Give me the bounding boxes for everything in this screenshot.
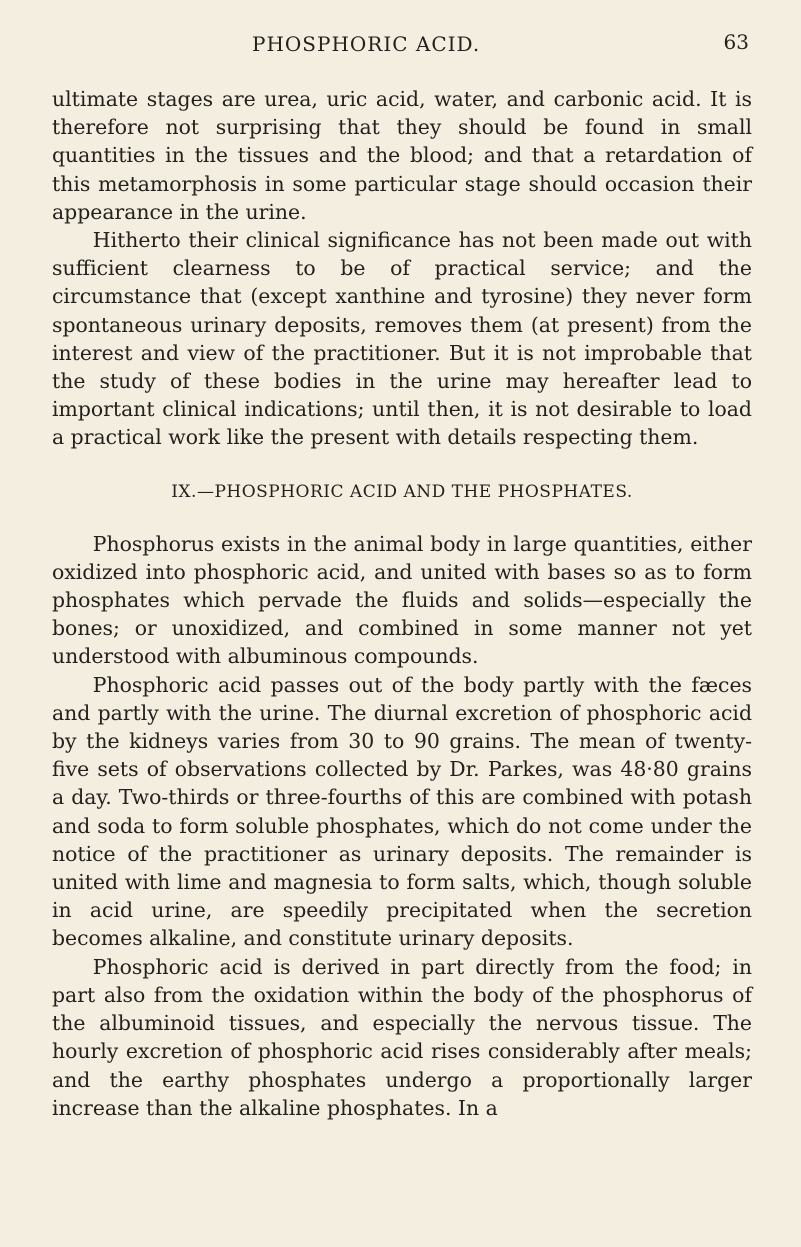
running-title: PHOSPHORIC ACID. (252, 32, 481, 56)
paragraph: Phosphorus exists in the animal body in large quantities, either oxidized into phosphoric acid, and united with bases so as to form phosphates which pervade the fluids and solids—especially the bones; or unoxidized, and combined in some manner not yet understood with albuminous compounds. (52, 531, 752, 669)
paragraph: Phosphoric acid is derived in part directly from the food; in part also from the oxidation within the body of the phosphorus of the albuminoid tissues, and especially the nervous tissue. The hourly excretion of phosphoric acid rises considerably after meals; and the earthy phosphates undergo a proportionally larger increase than the alkaline phosphates. In a (52, 954, 752, 1120)
paragraph: Phosphoric acid passes out of the body partly with the fæces and partly with the urine. The diurnal excretion of phosphoric acid by the kidneys varies from 30 to 90 grains. The mean of twenty-five sets of observations collected by Dr. Parkes, was 48·80 grains a day. Two-thirds or three-fourths of this are combined with potash and soda to form soluble phosphates, which do not come under the notice of the practitioner as urinary deposits. The remainder is united with lime and magnesia to form salts, which, though soluble in acid urine, are speedily precipitated when the secretion becomes alkaline, and constitute urinary deposits. (52, 672, 752, 951)
paragraph: ultimate stages are urea, uric acid, water, and carbonic acid. It is therefore not surprising that they should be found in small quantities in the tissues and the blood; and that a retardation of this metamorphosis in some particular stage should occasion their appearance in the urine. (52, 87, 752, 224)
page-number: 63 (723, 30, 749, 54)
section-heading: IX.—PHOSPHORIC ACID AND THE PHOSPHATES. (171, 481, 633, 502)
body-text (52, 85, 752, 1122)
running-head (0, 26, 801, 66)
paragraph: Hitherto their clinical significance has not been made out with sufficient clearness to be of practical service; and the circumstance that (except xanthine and tyrosine) they never form spontaneous urinary deposits, removes them (at present) from the interest and view of the practitioner. But it is not improbable that the study of these bodies in the urine may hereafter lead to important clinical indications; until then, it is not desirable to load a practical work like the present with details respecting them. (52, 228, 752, 450)
